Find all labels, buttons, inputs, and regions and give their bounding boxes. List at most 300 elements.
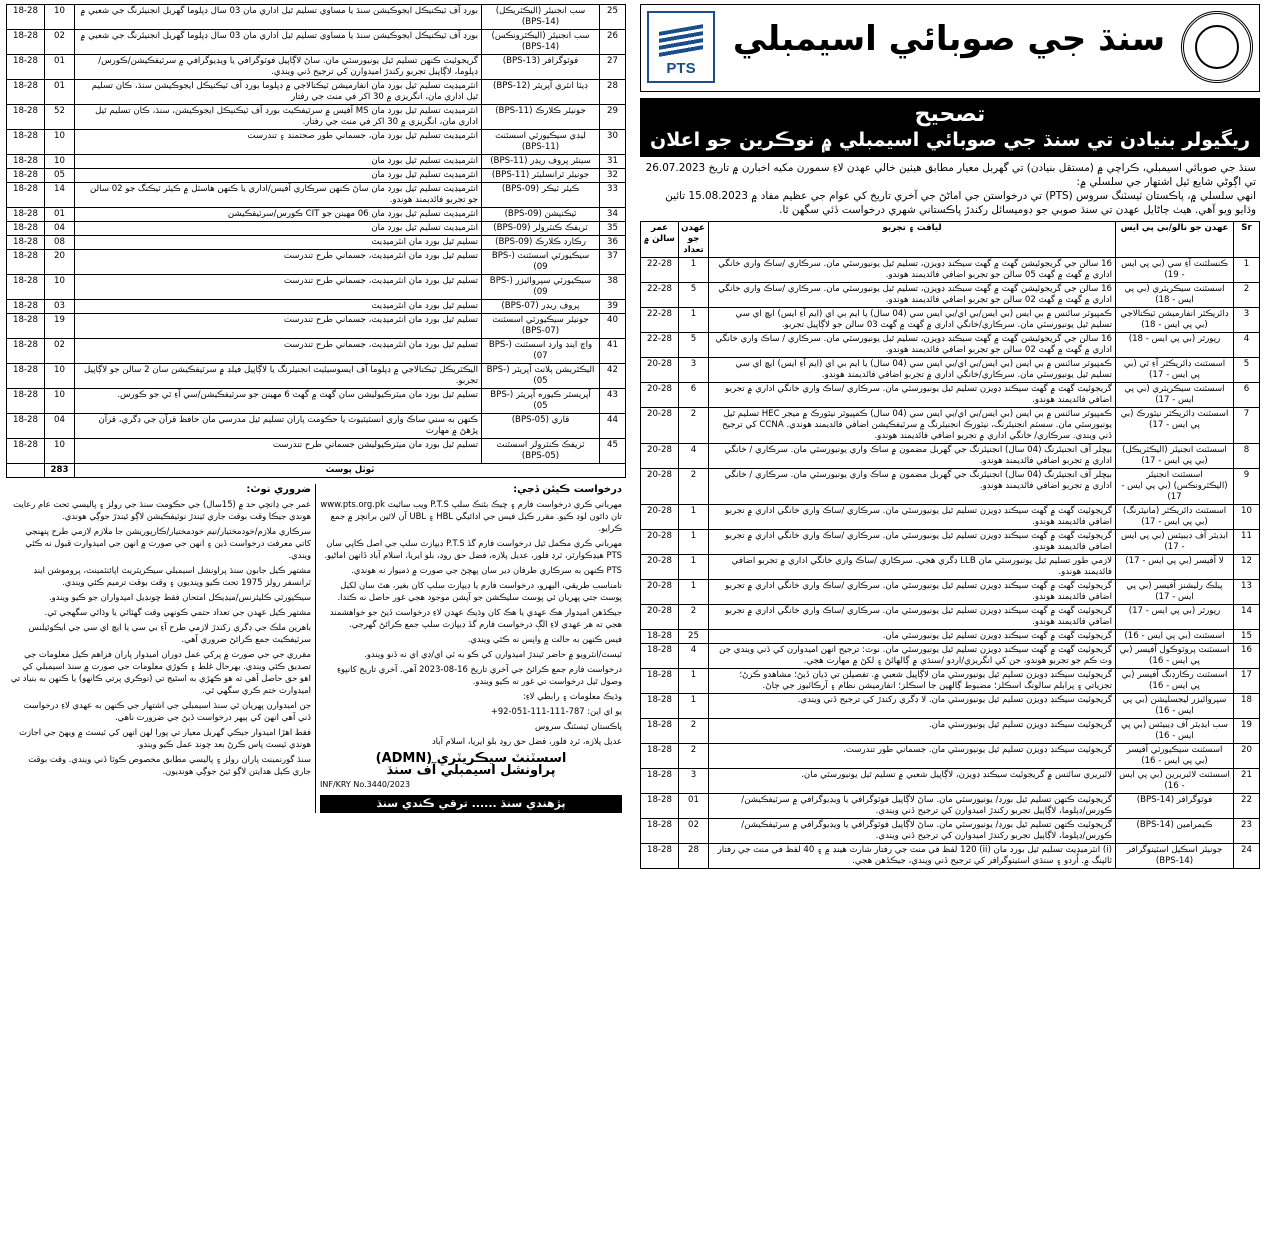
row-sr: 20	[1234, 744, 1260, 769]
table-row	[641, 794, 1260, 819]
row-age: 18-28	[641, 644, 679, 669]
row-count: 01	[45, 208, 75, 222]
table-row	[641, 358, 1260, 383]
row-count: 3	[679, 358, 709, 383]
row-sr: 25	[600, 5, 626, 30]
row-count: 1	[679, 258, 709, 283]
row-count: 1	[679, 694, 709, 719]
row-age: 18-28	[641, 769, 679, 794]
row-count: 2	[679, 719, 709, 744]
row-qualification: تسليم ٿيل بورڊ مان انٽرميڊيٽ	[75, 300, 482, 314]
row-post: اسسٽنٽ ڊائريڪٽر آءِ ٽي (بي پي ايس - 17)	[1116, 358, 1234, 383]
table-row	[7, 105, 626, 130]
table-row	[7, 5, 626, 30]
table-row	[641, 844, 1260, 869]
note-item: مهرباني ڪري مڪمل ٿيل درخواست فارم گڏ P.T.S ڊيپازٽ سلپ جي اصل ڪاپي سان PTS هيڊڪوارٽر، ٽرڊ فلور، عديل پلازه، فضل حق روڊ، بلو ايريا، اسلام آباد ڏانهن اماڻيو.	[324, 538, 622, 560]
row-count: 10	[45, 5, 75, 30]
row-age: 20-28	[641, 383, 679, 408]
header-age: عمر سالن ۾	[641, 222, 679, 258]
apply-notes	[316, 484, 626, 813]
row-post: ٽريفڪ ڪنٽرولر اسسٽنٽ (BPS-05)	[482, 439, 600, 464]
row-qualification: گريجوئيٽ سيڪنڊ ڊويزن تسليم ٿيل يونيورسٽي مان. لا ڊگري رکندڙ کي ترجيح ڏني ويندي.	[709, 694, 1116, 719]
row-qualification: ڪمپيوٽر سائنس ۾ بي ايس (بي ايس/بي اي/بي ايس سي (04 سال) يا ايم بي اي (ايم آءِ ايس) ايڇ اي سي تسليم ٿيل يونيورسٽي مان. سرڪاري/خانگي اداري ۾ تجربو اضافي فائديمند هوندو.	[709, 358, 1116, 383]
row-sr: 7	[1234, 408, 1260, 444]
row-qualification: 16 سالن جي گريجوئيشن گهٽ ۾ گهٽ سيڪنڊ ڊويزن، تسليم ٿيل يونيورسٽي مان. سرڪاري /ساڪ واري خانگي اداري ۾ گهٽ ۾ گهٽ 02 سالن جو تجربو اضافي فائديمند هوندو.	[709, 283, 1116, 308]
row-age: 18-28	[7, 236, 45, 250]
row-sr: 30	[600, 130, 626, 155]
row-qualification: 16 سالن جي گريجوئيشن گهٽ ۾ گهٽ سيڪنڊ ڊويزن، تسليم ٿيل يونيورسٽي مان. سرڪاري / ساڪ واري خانگي اداري ۾ گهٽ ۾ گهٽ 02 سالن جو تجربو اضافي فائديمند هوندو.	[709, 333, 1116, 358]
row-post: اسسٽنٽ رڪارڊنگ آفيسر (بي پي ايس - 16)	[1116, 669, 1234, 694]
row-count: 2	[679, 744, 709, 769]
row-post: فوٽوگرافر (BPS-13)	[482, 55, 600, 80]
table-row	[7, 183, 626, 208]
row-count: 01	[45, 80, 75, 105]
row-count: 5	[679, 283, 709, 308]
row-age: 18-28	[641, 630, 679, 644]
note-item: فيس ڪنهن به حالت ۾ واپس نه ڪئي ويندي.	[467, 634, 622, 644]
row-post: ڪنسلٽنٽ آءِ سي (بي پي ايس - 19)	[1116, 258, 1234, 283]
row-qualification: تسليم ٿيل بورڊ مان انٽرميڊيٽ، جسماني طرح تندرست	[75, 339, 482, 364]
row-age: 18-28	[7, 414, 45, 439]
row-sr: 22	[1234, 794, 1260, 819]
row-age: 18-28	[641, 694, 679, 719]
table-row	[641, 744, 1260, 769]
row-post: سب انجنيئر (اليڪٽريڪل) (BPS-14)	[482, 5, 600, 30]
right-column	[640, 4, 1260, 869]
row-age: 18-28	[641, 844, 679, 869]
table-row	[7, 236, 626, 250]
table-row	[7, 55, 626, 80]
row-sr: 6	[1234, 383, 1260, 408]
row-qualification: انٽرميڊيٽ تسليم ٿيل بورڊ مان، جسماني طور صحتمند ۽ تندرست	[75, 130, 482, 155]
row-age: 18-28	[7, 439, 45, 464]
row-post: قاري (BPS-05)	[482, 414, 600, 439]
row-post: ليڊي سيڪيورٽي اسسٽنٽ (BPS-11)	[482, 130, 600, 155]
table-row	[7, 439, 626, 464]
row-sr: 36	[600, 236, 626, 250]
row-count: 19	[45, 314, 75, 339]
apply-heading: درخواست ڪيئن ڏجي:	[513, 484, 622, 495]
left-column	[6, 4, 626, 813]
row-sr: 14	[1234, 605, 1260, 630]
row-age: 18-28	[7, 250, 45, 275]
row-age: 18-28	[7, 30, 45, 55]
row-count: 4	[679, 444, 709, 469]
row-post: اسسٽنٽ لائبريرين (بي پي ايس - 16)	[1116, 769, 1234, 794]
row-age: 22-28	[641, 258, 679, 283]
row-qualification: گريجوئيٽ گهٽ ۾ گهٽ سيڪنڊ ڊويزن تسليم ٿيل يونيورسٽي مان. سرڪاري /ساڪ واري خانگي اداري ۾ تجربو اضافي فائديمند هوندو.	[709, 383, 1116, 408]
row-post: رپورٽر (بي پي ايس - 18)	[1116, 333, 1234, 358]
table-row	[7, 222, 626, 236]
row-sr: 2	[1234, 283, 1260, 308]
row-sr: 4	[1234, 333, 1260, 358]
intro-text	[640, 157, 1260, 221]
row-count: 1	[679, 580, 709, 605]
row-post: سپروائيزر ليجسليشن (بي پي ايس - 16)	[1116, 694, 1234, 719]
row-qualification: لائبريري سائنس ۾ گريجوئيٽ سيڪنڊ ڊويزن، لاڳاپيل شعبي ۾ تسليم ٿيل يونيورسٽي مان.	[709, 769, 1116, 794]
row-qualification: گريجوئيٽ ڪنهن تسليم ٿيل بورڊ/ يونيورسٽي مان. ساڻ لاڳاپيل فوٽوگرافي يا ويڊيوگرافي ۾ سرٽيفڪيشن/ڪورس/ڊپلوما، لاڳاپيل تجربو رکندڙ اميدوارن کي ترجيح ڏني ويندي.	[709, 819, 1116, 844]
row-age: 18-28	[7, 5, 45, 30]
row-sr: 11	[1234, 530, 1260, 555]
row-count: 01	[679, 794, 709, 819]
row-sr: 13	[1234, 580, 1260, 605]
row-count: 1	[679, 308, 709, 333]
table-row	[7, 314, 626, 339]
row-count: 03	[45, 300, 75, 314]
row-age: 20-28	[641, 358, 679, 383]
table-row	[7, 208, 626, 222]
row-sr: 19	[1234, 719, 1260, 744]
row-qualification: لازمي طور تسليم ٿيل يونيورسٽي مان LLB ڊگري هجي. سرڪاري /ساڪ واري خانگي اداري ۾ تجربو اضافي فائديمند هوندو.	[709, 555, 1116, 580]
row-sr: 16	[1234, 644, 1260, 669]
row-qualification: (i) انٽرميڊيٽ تسليم ٿيل بورڊ مان (ii) 120 لفظ في منٽ جي رفتار شارٽ هينڊ ۾ ۽ 40 لفظ في منٽ جي رفتار ٽائپنگ ۾. اُردو ۽ سنڌي اسٽينوگرافر کي ترجيح ڏني ويندي، جيڪڏهن هجي.	[709, 844, 1116, 869]
row-sr: 21	[1234, 769, 1260, 794]
row-age: 18-28	[7, 339, 45, 364]
row-qualification: بيچلر آف انجنيئرنگ (04 سال) انجنيئرنگ جي گهربل مضمون ۾ ساڪ واري يونيورسٽي مان. سرڪاري / خانگي اداري ۾ تجربو اضافي فائديمند هوندو.	[709, 444, 1116, 469]
row-post: رڪارڊ ڪلارڪ (BPS-09)	[482, 236, 600, 250]
row-qualification: بورڊ آف ٽيڪنيڪل ايجوڪيشن سنڌ يا مساوي تسليم ٿيل اداري مان 03 سال ڊپلوما گهربل انجنيئرنگ جي شعبي ۾	[75, 5, 482, 30]
table-row	[641, 383, 1260, 408]
row-sr: 3	[1234, 308, 1260, 333]
row-sr: 39	[600, 300, 626, 314]
table-row	[641, 769, 1260, 794]
row-post: اسسٽنٽ ڊائريڪٽر نيٽورڪ (بي پي ايس - 17)	[1116, 408, 1234, 444]
row-age: 22-28	[641, 333, 679, 358]
table-row	[641, 408, 1260, 444]
row-sr: 38	[600, 275, 626, 300]
note-item: ٽيسٽ/انٽرويو ۾ حاضر ٿيندڙ اميدوارن کي ڪو به ٽي اي/ڊي اي نه ڏنو ويندو.	[364, 649, 622, 659]
total-value: 283	[45, 464, 75, 478]
table-row	[641, 644, 1260, 669]
table-row	[7, 250, 626, 275]
row-post: ڊيٽا انٽري آپريٽر (BPS-12)	[482, 80, 600, 105]
table-row	[7, 275, 626, 300]
row-sr: 35	[600, 222, 626, 236]
row-qualification: گريجوئيٽ گهٽ ۾ گهٽ سيڪنڊ ڊويزن تسليم ٿيل يونيورسٽي مان. سرڪاري /ساڪ واري خانگي اداري ۾ تجربو اضافي فائديمند هوندو.	[709, 605, 1116, 630]
row-sr: 23	[1234, 819, 1260, 844]
row-age: 18-28	[7, 300, 45, 314]
row-sr: 41	[600, 339, 626, 364]
row-age: 18-28	[7, 105, 45, 130]
row-post: واچ اينڊ وارڊ اسسٽنٽ (BPS-07)	[482, 339, 600, 364]
pts-logo	[647, 11, 715, 83]
row-age: 18-28	[7, 130, 45, 155]
row-age: 22-28	[641, 283, 679, 308]
table-row	[7, 130, 626, 155]
note-item: جيڪڏهن اميدوار هڪ عهدي يا هڪ کان وڌيڪ عهدن لاءِ درخواست ڏيڻ جو خواهشمند هجي ته هر عهدي لاءِ الڳ درخواست فارم گڏ ڊيپازٽ سلپ جمع ڪرائڻ گهرجي.	[329, 607, 622, 629]
pts-logo-text: PTS	[666, 60, 696, 77]
row-sr: 44	[600, 414, 626, 439]
row-age: 18-28	[7, 314, 45, 339]
row-post: فوٽوگرافر (BPS-14)	[1116, 794, 1234, 819]
right-rows	[641, 258, 1260, 869]
row-age: 18-28	[7, 55, 45, 80]
table-row	[7, 364, 626, 389]
row-sr: 17	[1234, 669, 1260, 694]
row-sr: 40	[600, 314, 626, 339]
row-post: آپريسٽر ڪيوره آپريٽر (BPS-05)	[482, 389, 600, 414]
row-count: 10	[45, 130, 75, 155]
row-sr: 27	[600, 55, 626, 80]
row-age: 18-28	[7, 80, 45, 105]
row-post: اسسٽنٽ سيڪريٽري (بي پي ايس - 17)	[1116, 383, 1234, 408]
row-count: 10	[45, 389, 75, 414]
row-post: اسسٽنٽ ڊائريڪٽر (مانيٽرنگ) (بي پي ايس - 17)	[1116, 505, 1234, 530]
row-post: ڪيمرامين (BPS-14)	[1116, 819, 1234, 844]
note-item: سرڪاري ملازم/خودمختيار/نيم خودمختيار/ڪارپوريشن جا ملازم لازمي طرح پنهنجي کاتي معرفت درخواست ڏين ۽ انهن جي صورت ۾ انهن جي اميدوارت قبول نه ڪئي ويندي.	[25, 526, 311, 560]
row-age: 22-28	[641, 308, 679, 333]
row-post: لا آفيسر (بي پي ايس - 17)	[1116, 555, 1234, 580]
table-row	[7, 414, 626, 439]
row-age: 18-28	[7, 169, 45, 183]
assembly-title: سنڌ جي صوبائي اسيمبلي	[732, 19, 1166, 59]
row-age: 18-28	[7, 275, 45, 300]
note-item: پاڪستان ٽيسٽنگ سروس	[535, 721, 622, 731]
row-count: 10	[45, 275, 75, 300]
row-count: 10	[45, 364, 75, 389]
note-item: جن اميدوارن پهريان ئي سنڌ اسيمبلي جي اشتهار جي ڪنهن به عهدي لاءِ درخواست ڏني آهي انهن کي ٻيهر درخواست ڏيڻ جي ضرورت ناهي.	[23, 700, 311, 722]
jobs-table	[640, 221, 1260, 869]
jobs-table-continued	[6, 4, 626, 478]
row-post: سب ايڊيٽر آف ڊيبيٽس (بي پي ايس - 16)	[1116, 719, 1234, 744]
table-row	[7, 80, 626, 105]
row-count: 02	[679, 819, 709, 844]
sign-title: اسسٽنٽ سيڪريٽري (ADMN)	[375, 751, 567, 766]
row-sr: 10	[1234, 505, 1260, 530]
row-age: 18-28	[641, 819, 679, 844]
sign-org: پراونشل اسيمبلي آف سنڌ	[386, 763, 556, 778]
table-row	[641, 333, 1260, 358]
row-qualification: گريجوئيٽ سيڪنڊ ڊويزن تسليم ٿيل يونيورسٽي مان لاڳاپيل شعبي ۾. تفصيلن تي ڌيان ڏيڻ؛ مشاهدو ڪرڻ؛ تجزياتي ۽ پرابلم سالونگ اسڪلز؛ مضبوط ڳالهين جا اسڪلز؛ انفارميشن نظام ۽ آرڪائيوز جي ڄاڻ.	[709, 669, 1116, 694]
row-age: 20-28	[641, 444, 679, 469]
note-item: يو اي اين: 787-111-111-051-92+	[490, 706, 622, 716]
row-post: ڊائريڪٽر انفارميشن ٽيڪنالاجي (بي پي ايس - 18)	[1116, 308, 1234, 333]
row-qualification: تسليم ٿيل بورڊ مان ميٽرڪيوليشن سان گهٽ ۾ گهٽ 6 مهينن جو سرٽيفڪيشن/سي آءِ ٽي جو ڪورس.	[75, 389, 482, 414]
note-item: درخواست فارم جمع ڪرائڻ جي آخري تاريخ 16-08-2023 آهي. آخري تاريخ کانپوءِ وصول ٿيل درخواست تي غور نه ڪيو ويندو.	[337, 664, 622, 686]
row-qualification: گريجوئيٽ گهٽ ۾ گهٽ سيڪنڊ ڊويزن تسليم ٿيل يونيورسٽي مان.	[709, 630, 1116, 644]
row-qualification: انٽرميڊيٽ تسليم ٿيل بورڊ مان 06 مهينن جو CIT ڪورس/سرٽيفڪيشن	[75, 208, 482, 222]
row-age: 18-28	[7, 183, 45, 208]
row-count: 04	[45, 414, 75, 439]
note-item: مشتهر ڪيل جابون سنڌ پراونشل اسيمبلي سيڪريٽريٽ اپائنٽمينٽ، پروموشن اينڊ ٽرانسفر رولز 1975 تحت ڪيو وينديون ۽ وقت بوقت ترميم ڪئي ويندي.	[33, 565, 311, 587]
row-qualification: انٽرميڊيٽ تسليم ٿيل بورڊ مان MS آفيس ۾ سرٽيفڪيٽ بورڊ آف ٽيڪنيڪل ايجوڪيشن، سنڌ، ڪان تسليم ٿيل اداري مان، انگريزي ۾ 30 اکر في منٽ جي رفتار.	[75, 105, 482, 130]
row-sr: 42	[600, 364, 626, 389]
row-sr: 31	[600, 155, 626, 169]
table-row	[641, 469, 1260, 505]
note-item: فقط اهڙا اميدوار جيڪي گهربل معيار تي پورا لهن انهن کي ٽيسٽ ۾ ويهڻ جي اجازت هوندي ٽيسٽ پاس ڪرڻ بعد چونڊ عمل ڪيو ويندو.	[19, 727, 311, 749]
table-row	[641, 258, 1260, 283]
table-row	[641, 530, 1260, 555]
table-row	[7, 30, 626, 55]
row-qualification: 16 سالن جي گريجوئيشن گهٽ ۾ گهٽ سيڪنڊ ڊويزن، تسليم ٿيل يونيورسٽي مان. سرڪاري /ساڪ واري خانگي اداري ۾ گهٽ ۾ گهٽ 05 سالن جو تجربو اضافي فائديمند هوندو.	[709, 258, 1116, 283]
row-count: 4	[679, 644, 709, 669]
row-age: 20-28	[641, 530, 679, 555]
row-qualification: گريجوئيٽ ڪنهن تسليم ٿيل بورڊ/ يونيورسٽي مان. ساڻ لاڳاپيل فوٽوگرافي يا ويڊيوگرافي ۾ سرٽيفڪيشن/ڪورس/ڊپلوما، لاڳاپيل تجربو رکندڙ اميدوارن کي ترجيح ڏني ويندي.	[709, 794, 1116, 819]
row-sr: 9	[1234, 469, 1260, 505]
table-row	[641, 555, 1260, 580]
row-sr: 32	[600, 169, 626, 183]
row-sr: 1	[1234, 258, 1260, 283]
header-qualification: لياقت ۽ تجربو	[709, 222, 1116, 258]
important-notes	[6, 484, 316, 813]
important-items	[10, 498, 311, 777]
row-count: 3	[679, 769, 709, 794]
row-post: جونيئر اسڪيل اسٽينوگرافر (BPS-14)	[1116, 844, 1234, 869]
note-item: عمر جي ڍانچي حد ۾ (15سال) جي حڪومت سنڌ جي رولز ۽ پاليسي تحت عام رعايت هوندي جيڪا وقت بوقت جاري ٿيندڙ نوٽيفڪيشن لاڳو ٿيندڙ جوڳي هوندي.	[13, 499, 311, 521]
row-sr: 33	[600, 183, 626, 208]
row-age: 18-28	[641, 794, 679, 819]
table-row	[641, 444, 1260, 469]
row-sr: 18	[1234, 694, 1260, 719]
row-age: 18-28	[641, 719, 679, 744]
notes-section	[6, 484, 626, 813]
table-row	[641, 819, 1260, 844]
row-qualification: ڪمپيوٽر سائنس ۾ بي ايس (بي ايس/بي اي/بي ايس سي (04 سال) ڪمپيوٽر نيٽورڪ ۾ ميجر HEC تسليم ٿيل يونيورسٽي مان. سسٽم انجنيئرنگ، نيٽورڪ انجنيئرنگ ۾ سرٽيفڪيشن اضافي فائديمند هوندي. CCNA کي ترجيح ڏني ويندي. سرڪاري/ خانگي اداري ۾ تجربو اضافي فائديمند هوندو.	[709, 408, 1116, 444]
row-qualification: تسليم ٿيل بورڊ مان انٽرميڊيٽ	[75, 236, 482, 250]
row-age: 20-28	[641, 555, 679, 580]
row-count: 14	[45, 183, 75, 208]
row-qualification: گريجوئيٽ سيڪنڊ ڊويزن تسليم ٿيل يونيورسٽي مان.	[709, 719, 1116, 744]
row-sr: 5	[1234, 358, 1260, 383]
announcement-banner	[640, 98, 1260, 157]
row-qualification: انٽرميڊيٽ تسليم ٿيل بورڊ مان ساڻ ڪنهن سرڪاري آفيس/اداري يا ڪنهن هاسٽل ۾ ڪيئر ٽيڪنگ جو 02 سالن جو تجربو فائديمند هوندو.	[75, 183, 482, 208]
header-sr: Sr	[1234, 222, 1260, 258]
note-item: مشتهر ڪيل عهدن جي تعداد حتمي ڪونهي وقت گهٽائي يا وڌائي سگهجي ٿي.	[44, 607, 311, 617]
intro-para-2: انهي سلسلي ۾، پاڪستان ٽيسٽنگ سروس (PTS) تي درخواستن جي اماڻڻ جي آخري تاريخ کي عوام جي عظيم مفاد ۾ 15.08.2023 تائين وڌايو ويو آهي. هيٺ ڄاڻايل عهدن تي سنڌ صوبي جو ڊوميسائل رکندڙ پاڪستاني شهري درخواست ڏئي سگهن ٿا.	[665, 190, 1256, 216]
row-count: 1	[679, 530, 709, 555]
row-post: اسسٽنٽ (بي پي ايس - 16)	[1116, 630, 1234, 644]
note-item: وڌيڪ معلومات ۽ رابطي لاءِ:	[522, 691, 622, 701]
row-count: 10	[45, 439, 75, 464]
row-age: 18-28	[7, 364, 45, 389]
footer-slogan: پڙهندي سنڌ ...... ترقي ڪندي سنڌ	[320, 795, 622, 813]
row-post: اسسٽنٽ سيڪريٽري (بي پي ايس - 18)	[1116, 283, 1234, 308]
row-count: 52	[45, 105, 75, 130]
left-rows	[7, 5, 626, 464]
row-qualification: ڪمپيوٽر سائنس ۾ بي ايس (بي ايس/بي اي/بي ايس سي (04 سال) يا ايم بي اي (ايم آءِ ايس) ايڇ اي سي تسليم ٿيل يونيورسٽي مان. سرڪاري/خانگي اداري ۾ گهٽ ۾ گهٽ 03 سالن جو لاڳاپيل تجربو.	[709, 308, 1116, 333]
row-post: جونيئر سيڪيورٽي اسسٽنٽ (BPS-07)	[482, 314, 600, 339]
row-count: 20	[45, 250, 75, 275]
row-age: 18-28	[7, 155, 45, 169]
row-count: 6	[679, 383, 709, 408]
apply-items	[320, 498, 622, 747]
row-age: 18-28	[7, 208, 45, 222]
note-item: PTS ڪنهن به سرڪاري طرفان دير سان پهچڻ جي صورت ۾ ذميوار نه هوندي.	[351, 565, 622, 575]
row-qualification: ڪنهن به سني ساڪ واري انسٽيٽيوٽ يا حڪومت پاران تسليم ٿيل مدرسي مان حافظ قرآن جي ڊگري، قرآن پڙهڻ ۾ مهارت	[75, 414, 482, 439]
important-heading: ضروري نوٽ:	[246, 484, 311, 495]
row-sr: 43	[600, 389, 626, 414]
table-row	[641, 605, 1260, 630]
row-qualification: گريجوئيٽ گهٽ ۾ گهٽ سيڪنڊ ڊويزن تسليم ٿيل يونيورسٽي مان. سرڪاري /ساڪ واري خانگي اداري ۾ تجربو اضافي فائديمند هوندو.	[709, 530, 1116, 555]
row-age: 20-28	[641, 408, 679, 444]
table-row	[641, 505, 1260, 530]
row-count: 10	[45, 155, 75, 169]
row-qualification: تسليم ٿيل بورڊ مان انٽرميڊيٽ، جسماني طرح تندرست	[75, 314, 482, 339]
row-post: ايڊيٽر آف ڊيبيٽس (بي پي ايس - 17)	[1116, 530, 1234, 555]
table-row	[641, 308, 1260, 333]
row-qualification: تسليم ٿيل بورڊ مان ميٽرڪيوليشن جسماني طرح تندرست	[75, 439, 482, 464]
note-item: سيڪيورٽي ڪليئرنس/ميڊيڪل امتحان فقط چونڊيل اميدواران جو ڪيو ويندو.	[48, 592, 311, 602]
row-count: 02	[45, 339, 75, 364]
row-sr: 45	[600, 439, 626, 464]
assembly-seal-icon	[1181, 11, 1253, 83]
note-item: باهرين ملڪ جي ڊگري رکندڙ لازمي طرح آءِ بي سي يا ايڇ اي سي جي ايڪوئيلنس سرٽيفڪيٽ جمع ڪرائڻ ضروري آهي.	[28, 622, 311, 644]
row-post: پبلڪ رليشنز آفيسر (بي پي ايس - 17)	[1116, 580, 1234, 605]
row-qualification: انٽرميڊيٽ تسليم ٿيل بورڊ مان	[75, 222, 482, 236]
row-post: رپورٽر (بي پي ايس - 17)	[1116, 605, 1234, 630]
row-post: پروف ريڊر (BPS-07)	[482, 300, 600, 314]
row-sr: 26	[600, 30, 626, 55]
header-count: عهدن جو تعداد	[679, 222, 709, 258]
note-item: عديل پلازه، ٽرڊ فلور، فضل حق روڊ بلو ايريا، اسلام آباد	[431, 736, 622, 746]
row-sr: 12	[1234, 555, 1260, 580]
row-count: 25	[679, 630, 709, 644]
table-row	[7, 169, 626, 183]
correction-title: تصحيح	[914, 102, 986, 127]
row-sr: 29	[600, 105, 626, 130]
row-count: 01	[45, 55, 75, 80]
row-post: ڪيئر ٽيڪر (BPS-09)	[482, 183, 600, 208]
row-post: سينئر پروف ريڊر (BPS-11)	[482, 155, 600, 169]
row-age: 18-28	[7, 389, 45, 414]
total-label: ٽوٽل پوسٽ	[75, 464, 626, 478]
row-sr: 15	[1234, 630, 1260, 644]
table-row	[641, 283, 1260, 308]
note-item: مقرري جي جي صورت ۾ پرکي عمل دوران اميدوار پاران فراهم ڪيل معلومات جي تصديق ڪئي ويندي. بهرحال غلط ۽ ڪوڙي معلومات جي صورت ۾ سنڌ اسيمبلي کي اهو حق حاصل آهي ته هو ڪهڙي به اسٽيج تي (نوڪري پرتي ڪانهو) يا ڪنهن به بنياد تي اميدوارت ختم ڪري سگهي ٿي.	[10, 649, 311, 695]
row-count: 2	[679, 469, 709, 505]
row-post: جونيئر ٽرانسليٽر (BPS-11)	[482, 169, 600, 183]
row-age: 18-28	[7, 222, 45, 236]
row-age: 20-28	[641, 605, 679, 630]
row-age: 18-28	[641, 669, 679, 694]
row-count: 1	[679, 505, 709, 530]
table-row	[641, 580, 1260, 605]
row-qualification: انٽرميڊيٽ تسليم ٿيل بورڊ مان	[75, 169, 482, 183]
row-qualification: گريجوئيٽ گهٽ ۾ گهٽ سيڪنڊ ڊويزن تسليم ٿيل يونيورسٽي مان. سرڪاري /ساڪ واري خانگي اداري ۾ تجربو اضافي فائديمند هوندو.	[709, 580, 1116, 605]
row-sr: 24	[1234, 844, 1260, 869]
row-qualification: گريجوئيٽ ڪنهن تسليم ٿيل يونيورسٽي مان. ساڻ لاڳاپيل فوٽوگرافي يا ويڊيوگرافي ۾ سرٽيفڪيشن/ڪورس/ڊپلوما، لاڳاپيل تجربو رکندڙ اميدوارن کي ترجيح ڏني ويندي.	[75, 55, 482, 80]
table-row	[7, 389, 626, 414]
header	[640, 4, 1260, 92]
total-row	[7, 464, 626, 478]
row-post: سيڪيورٽي سپروائيزر (BPS-09)	[482, 275, 600, 300]
table-header-row	[641, 222, 1260, 258]
intro-para-1: سنڌ جي صوبائي اسيمبلي، ڪراچي ۾ (مستقل بنيادن) تي گهربل معيار مطابق هيٺين خالي عهدن لاءِ سمورن مکيه اخبارن ۾ تاريخ 26.07.2023 تي اڳوڻي شايع ٿيل اشتهار جي سلسلي ۾:	[645, 162, 1256, 188]
announcement-title: ريگيولر بنيادن تي سنڌ جي صوبائي اسيمبلي ۾ نوڪرين جو اعلان	[649, 129, 1251, 151]
row-qualification: گريجوئيٽ سيڪنڊ ڊويزن تسليم ٿيل يونيورسٽي مان. جسماني طور تندرست.	[709, 744, 1116, 769]
note-item: سنڌ گورنمينٽ پاران رولز ۽ پاليسي مطابق مخصوص ڪوٽا ڏني ويندي. وقت بوقت جاري ڪيل هدايتن لاڳو ٿيڻ جوڳي هونديون.	[28, 754, 311, 776]
row-age: 20-28	[641, 505, 679, 530]
row-qualification: اليڪٽريڪل ٽيڪنالاجي ۾ ڊپلوما آف ايسوسيئيٽ انجنيئرنگ يا لاڳاپيل فيلڊ ۾ سرٽيفڪيشن سان 2 سالن جو لاڳاپيل تجربو.	[75, 364, 482, 389]
table-row	[641, 669, 1260, 694]
row-count: 05	[45, 169, 75, 183]
row-post: اسسٽنٽ پروٽوڪول آفيسر (بي پي ايس - 16)	[1116, 644, 1234, 669]
row-age: 18-28	[641, 744, 679, 769]
row-sr: 34	[600, 208, 626, 222]
row-qualification: تسليم ٿيل بورڊ مان انٽرميڊيٽ، جسماني طرح تندرست	[75, 250, 482, 275]
pts-logo-icon	[659, 24, 703, 58]
signature-block	[320, 753, 622, 777]
table-row	[7, 155, 626, 169]
table-row	[641, 694, 1260, 719]
row-count: 04	[45, 222, 75, 236]
row-age: 20-28	[641, 469, 679, 505]
row-count: 28	[679, 844, 709, 869]
table-row	[641, 630, 1260, 644]
row-post: اسسٽنٽ انجنيئر (اليڪٽرونڪس) (بي پي ايس - 17)	[1116, 469, 1234, 505]
row-sr: 8	[1234, 444, 1260, 469]
row-post: ٽيڪنيشن (BPS-09)	[482, 208, 600, 222]
